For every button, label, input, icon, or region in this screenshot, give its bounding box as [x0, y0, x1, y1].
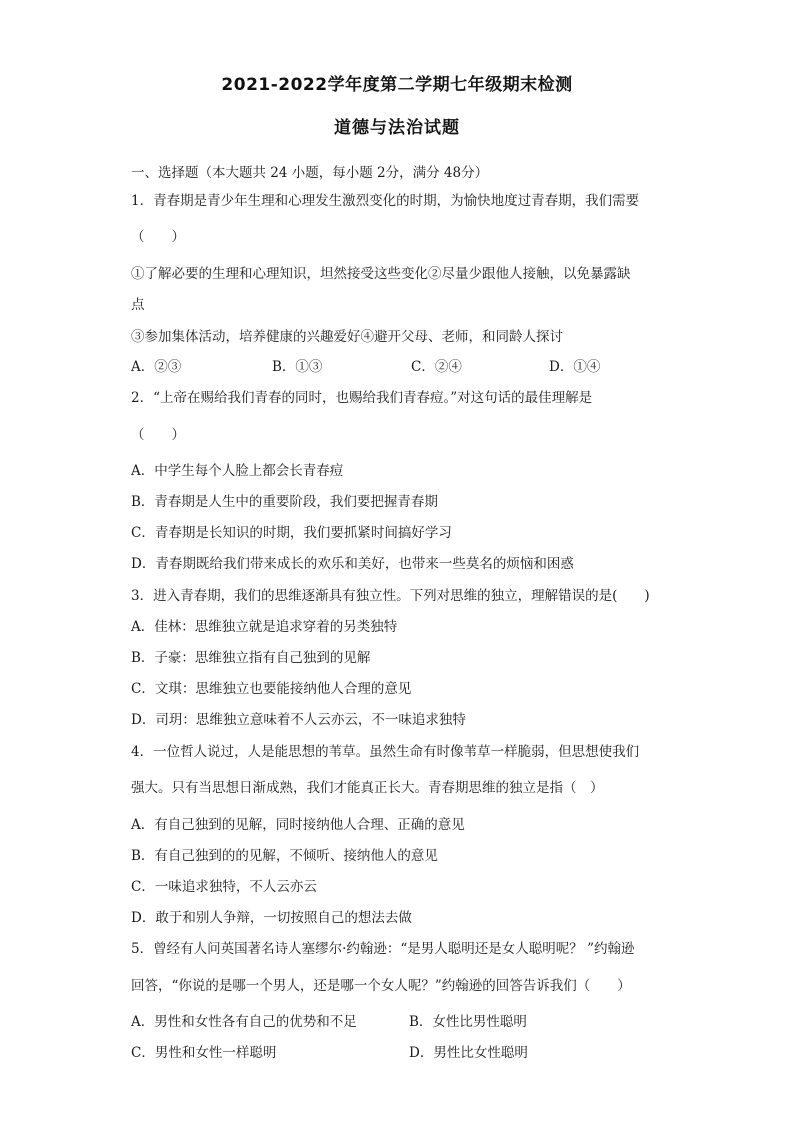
q2-option-b: B．青春期是人生中的重要阶段，我们要把握青春期 [131, 494, 438, 510]
q3-option-d: D．司玥：思维独立意味着不人云亦云，不一味追求独特 [131, 712, 466, 728]
q5-stem: 5．曾经有人问英国著名诗人塞缪尔·约翰逊：“是男人聪明还是女人聪明呢？ ”约翰逊 [131, 941, 635, 957]
q5-option-d: D．男性比女性聪明 [409, 1045, 528, 1061]
q4-stem-cont: 强大。只有当思想日渐成熟，我们才能真正长大。青春期思维的独立是指（ ） [131, 780, 604, 796]
section-heading: 一、选择题（本大题共 24 小题，每小题 2分，满分 48分） [131, 165, 489, 181]
q3-option-c: C．文琪：思维独立也要能接纳他人合理的意见 [131, 681, 412, 697]
q4-option-d: D．敢于和别人争辩，一切按照自己的想法去做 [131, 910, 412, 926]
q1-statement-2: ③参加集体活动，培养健康的兴趣爱好④避开父母、老师，和同龄人探讨 [131, 329, 563, 345]
q5-option-b: B．女性比男性聪明 [409, 1014, 527, 1030]
q1-statement-1: ①了解必要的生理和心理知识，坦然接受这些变化②尽量少跟他人接触，以免暴露缺 [131, 266, 631, 282]
q4-option-b: B．有自己独到的的见解，不倾听、接纳他人的意见 [131, 848, 438, 864]
q1-stem: 1．青春期是青少年生理和心理发生激烈变化的时期，为愉快地度过青春期，我们需要 [131, 193, 640, 209]
q4-option-a: A．有自己独到的见解，同时接纳他人合理、正确的意见 [131, 817, 465, 833]
q2-option-c: C．青春期是长知识的时期，我们要抓紧时间搞好学习 [131, 525, 452, 541]
q2-option-d: D．青春期既给我们带来成长的欢乐和美好，也带来一些莫名的烦恼和困惑 [131, 556, 574, 572]
q5-option-a: A．男性和女性各有自己的优势和不足 [131, 1014, 357, 1030]
q1-statement-1-cont: 点 [131, 297, 145, 313]
q3-stem: 3．进入青春期，我们的思维逐渐具有独立性。下列对思维的独立，理解错误的是( ) [131, 588, 650, 604]
exam-subject: 道德与法治试题 [334, 118, 460, 138]
q2-option-a: A．中学生每个人脸上都会长青春痘 [131, 463, 344, 479]
q3-option-b: B．子豪：思维独立指有自己独到的见解 [131, 650, 371, 666]
q1-option-a: A．②③ [131, 359, 182, 375]
q2-paren: （ ） [131, 427, 185, 443]
q1-option-d: D．①④ [549, 359, 601, 375]
q5-stem-cont: 回答，“你说的是哪一个男人，还是哪一个女人呢？”约翰逊的回答告诉我们（ ） [131, 978, 631, 994]
q4-stem: 4．一位哲人说过，人是能思想的苇草。虽然生命有时像苇草一样脆弱，但思想使我们 [131, 744, 640, 760]
q1-option-c: C．②④ [411, 359, 462, 375]
q1-paren: （ ） [131, 229, 185, 245]
q5-option-c: C．男性和女性一样聪明 [131, 1045, 277, 1061]
q3-option-a: A．佳林：思维独立就是追求穿着的另类独特 [131, 619, 398, 635]
q4-option-c: C．一味追求独特，不人云亦云 [131, 879, 317, 895]
q1-option-b: B．①③ [272, 359, 323, 375]
q2-stem: 2．“上帝在赐给我们青春的同时，也赐给我们青春痘。”对这句话的最佳理解是 [131, 390, 593, 406]
exam-title: 2021-2022学年度第二学期七年级期末检测 [221, 75, 573, 95]
